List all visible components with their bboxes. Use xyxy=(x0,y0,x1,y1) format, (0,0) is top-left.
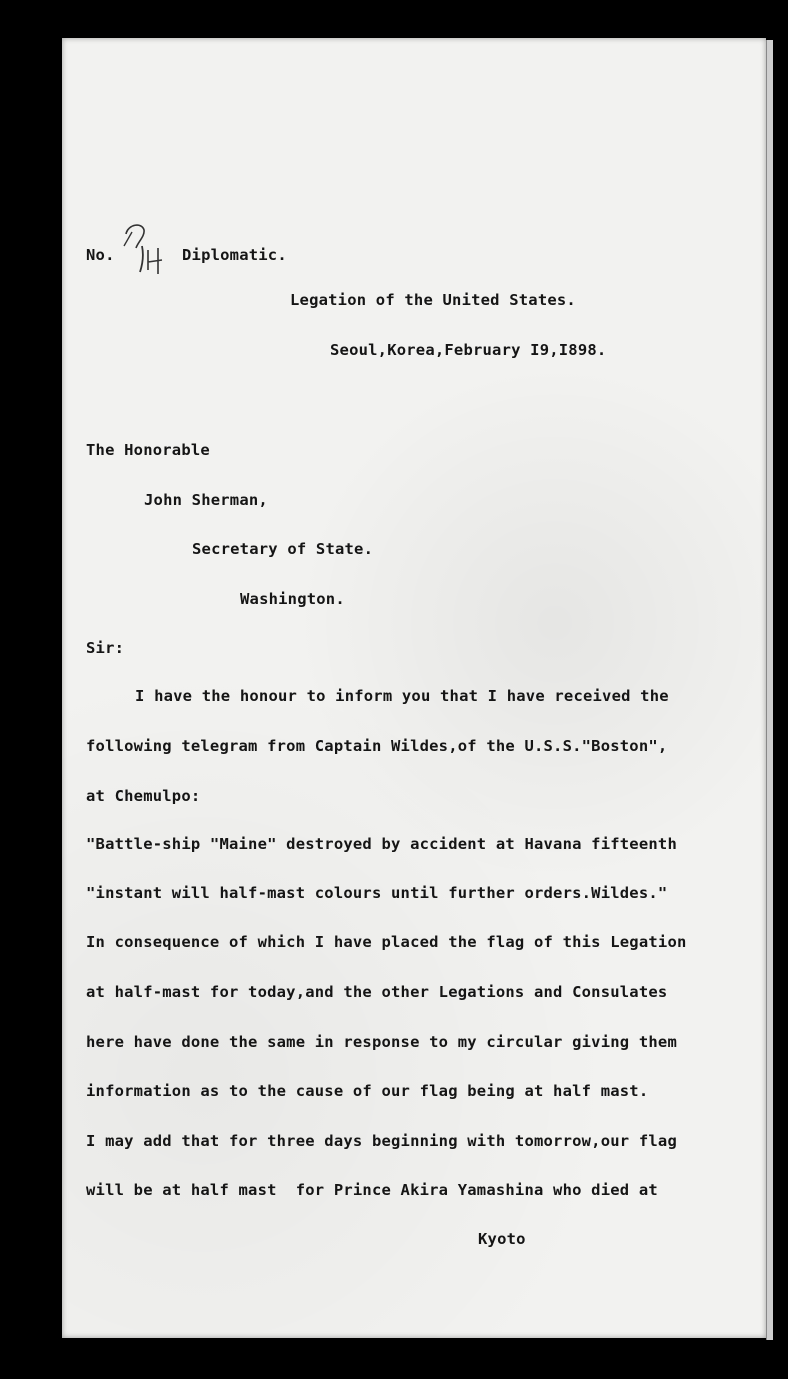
number-label: No. xyxy=(86,246,115,264)
body-line: at half-mast for today,and the other Legations and Consulates xyxy=(86,983,668,1001)
page-edge xyxy=(766,40,773,1340)
recipient-city: Washington. xyxy=(240,590,345,608)
recipient-name: John Sherman, xyxy=(144,491,268,509)
body-line: will be at half mast for Prince Akira Yamashina who died at xyxy=(86,1181,658,1199)
body-line: I have the honour to inform you that I have received the xyxy=(135,687,669,705)
place-date-line: Seoul,Korea,February I9,I898. xyxy=(330,341,607,359)
body-line: following telegram from Captain Wildes,of the U.S.S."Boston", xyxy=(86,737,668,755)
body-line: here have done the same in response to my circular giving them xyxy=(86,1033,677,1051)
body-line: at Chemulpo: xyxy=(86,787,201,805)
body-line: "instant will half-mast colours until further orders.Wildes." xyxy=(86,884,668,902)
body-line: I may add that for three days beginning with tomorrow,our flag xyxy=(86,1132,677,1150)
recipient-honorific: The Honorable xyxy=(86,441,210,459)
recipient-title: Secretary of State. xyxy=(192,540,374,558)
body-line: In consequence of which I have placed the flag of this Legation xyxy=(86,933,687,951)
body-line: "Battle-ship "Maine" destroyed by accident at Havana fifteenth xyxy=(86,835,677,853)
salutation: Sir: xyxy=(86,639,125,657)
body-line: information as to the cause of our flag being at half mast. xyxy=(86,1082,649,1100)
letter-category: Diplomatic. xyxy=(182,246,287,264)
sender-line: Legation of the United States. xyxy=(290,291,576,309)
catchword: Kyoto xyxy=(478,1230,526,1248)
handwritten-number xyxy=(118,220,170,276)
